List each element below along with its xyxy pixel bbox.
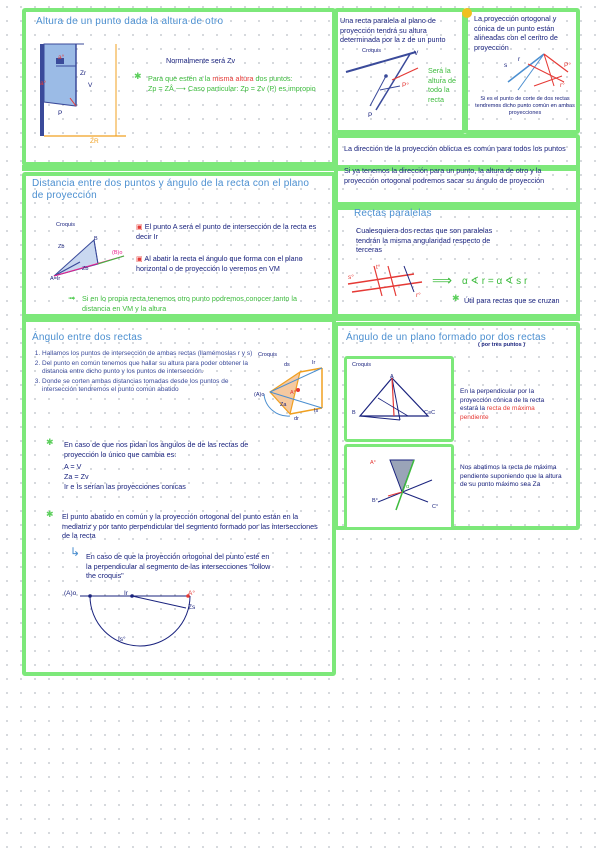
label-r: r — [518, 56, 521, 63]
label-z-bottom: Z̄R — [90, 138, 99, 145]
label-zr: Zr — [80, 70, 87, 77]
section-subtitle: ( por tres puntos ) — [478, 342, 526, 348]
label-is: Is — [314, 408, 319, 414]
recta-paralela-diagram — [340, 50, 430, 126]
star-icon: ✱ — [452, 293, 460, 303]
mediatriz-para: El punto abatido en común y la proyección ortogonal del punto están en la mediatriz y por tanto perpendicular del segmento formado por las intersecciones de la recta — [62, 512, 318, 540]
label-dr: dr — [294, 416, 299, 422]
label-b-conic: B° — [372, 498, 378, 504]
label-b: B — [94, 236, 98, 242]
section-title: Ángulo de un plano formado por dos rectas — [346, 332, 546, 343]
label-ao: (A)o — [64, 590, 77, 597]
label-v: V — [414, 50, 419, 57]
label-za: Za — [280, 402, 287, 408]
altura-formula: Zp = ZÂ ⟶ Caso particular: Zp = Zv (P) es impropio — [148, 84, 316, 93]
maxima-pendiente-text: En la perpendicular por la proyección cónica de la recta estará la recta de máxima pendiente — [460, 388, 545, 421]
rectas-proyeccion-para: En caso de que nos pidan los ángulos de de las rectas de proyección lo único que cambia es: — [64, 440, 249, 459]
step-item: 3. Donde se corten ambas distancias tomadas desde los puntos de intersección tendremos el punto común abatido — [42, 378, 258, 395]
label-v: V — [88, 82, 93, 89]
label-c-conic: C° — [432, 504, 439, 510]
label-t-conic: t° — [376, 264, 381, 271]
label-a-conic: A° — [188, 590, 195, 597]
cruzan-note: Útil para rectas que se cruzan — [464, 296, 560, 305]
arrow-icon: ➟ — [68, 293, 76, 303]
label-alpha: α — [406, 484, 410, 490]
label-bo: (B)o — [112, 250, 123, 256]
label-zs: Zs — [188, 604, 196, 611]
distancia-note: Si en lo propia recta tenemos otro punto podremos conocer tanto la distancia en VM y la altura — [82, 294, 297, 313]
checkbox-icon: ▣ — [136, 254, 143, 263]
label-zb: Zb — [82, 266, 89, 272]
label-p: P — [368, 112, 373, 119]
altura-diagram — [36, 36, 136, 146]
equation-a-v: A = V — [64, 462, 82, 471]
abatimiento-text: Nos abatimos la recta de máxima pendiente suponiendo que la altura de su punto máximo sea Za — [460, 464, 562, 488]
section-title: Altura de un punto dada la altura de otro — [36, 16, 224, 27]
label-s: s — [504, 62, 508, 69]
label-a-left: a° — [40, 80, 47, 87]
croquis-label: Croquis — [258, 352, 277, 358]
label-ds: ds — [284, 362, 290, 368]
label-p: P — [58, 110, 63, 117]
label-a-ir: A=Ir — [50, 276, 61, 282]
label-a: a° — [58, 54, 65, 61]
section-title: Una recta paralela al plano de proyección tendrá su altura determinada por la z de un punto — [340, 16, 446, 44]
checkbox-icon: ▣ — [136, 222, 143, 231]
label-r-conic: r° — [416, 292, 421, 299]
section-title: Rectas paralelas — [354, 208, 432, 219]
equation-ir-is: Ir e Is serían las proyecciones conicas — [64, 482, 186, 491]
altura-bullet: Para que estén a la misma altura dos puntos: — [148, 74, 293, 83]
rectas-paralelas-text: Cualesquiera dos rectas que son paralelas tendrán la misma angularidad respecto de terceras — [356, 226, 493, 254]
label-p-conic: P° — [564, 62, 571, 69]
label-zb-top: Zb — [58, 244, 65, 250]
label-p-conic: P° — [402, 82, 409, 89]
label-s-conic: s° — [348, 274, 354, 281]
perpendicular-para: En caso de que la proyección ortogonal del punto esté en la perpendicular al segmento de las intersecciones "follow the croquis" — [86, 552, 271, 580]
star-icon: ✱ — [46, 437, 54, 447]
arrow-icon: ⟹ — [432, 272, 453, 288]
semicircle-diagram — [76, 590, 208, 664]
section-title: Ángulo entre dos rectas — [32, 332, 143, 343]
label-a: A — [390, 374, 394, 380]
croquis-label: Croquis — [56, 222, 75, 228]
step-item: 1. Hallamos los puntos de intersección de ambas rectas (llamémoslas r y s) — [42, 350, 258, 359]
divider-bar — [22, 315, 580, 321]
section-title: Distancia entre dos puntos y ángulo de la recta con el plano de proyección — [32, 178, 310, 201]
note-zv: Normalmente será Zv — [166, 56, 236, 65]
punto-a-item: ▣ El punto A será el punto de intersección de la recta es decir Ir — [136, 222, 317, 241]
section-title: La proyección ortogonal y cónica de un punto están alineadas con el centro de proyección — [474, 14, 558, 52]
angularidad-formula: α ∢ r = α ∢ s r — [462, 276, 528, 287]
label-a-conic: A° — [370, 460, 376, 466]
croquis-label: Croquis — [352, 362, 371, 368]
label-c: C≡C — [424, 410, 436, 416]
label-b: B — [352, 410, 356, 416]
label-ao: (A)o — [254, 392, 265, 398]
label-ir: Ir — [312, 360, 316, 366]
step-item: 2. Del punto en común tenemos que hallar su altura para poder obtener la distancia entre dicho punto y los puntos de intersección. — [42, 360, 258, 377]
punto-corte-note: Si es el punto de corte de dos rectas tendremos dicho punto común en ambas proyecciones — [475, 96, 575, 116]
altura-side-note: Será la altura de todo la recta — [428, 66, 456, 104]
steps-list — [28, 350, 258, 396]
abatir-item: ▣ Al abatir la recta el ángulo que forma con el plano horizontal o de proyección lo veremos en VM — [136, 254, 303, 273]
label-r-conic: r° — [560, 82, 565, 89]
label-a-conic: A° — [290, 390, 296, 396]
plano-abatido-diagram — [348, 450, 444, 520]
label-is-conic: Is° — [118, 636, 126, 643]
angulo-proyeccion-text: Si ya tenemos la dirección para un punto, la altura de otro y la proyección ortogonal podremos sacar su ángulo de proyección — [344, 166, 545, 185]
croquis-label: Croquis — [362, 48, 381, 54]
star-icon: ✱ — [134, 71, 142, 81]
direccion-oblicua-text: La dirección de la proyección oblicua es común para todos los puntos — [344, 144, 566, 153]
equation-za-zv: Za = Zv — [64, 472, 89, 481]
star-icon: ✱ — [46, 509, 54, 519]
plano-croquis-diagram — [348, 370, 444, 432]
corner-arrow-icon: ↳ — [70, 545, 81, 559]
label-ir: Ir — [124, 590, 128, 597]
info-circle-icon — [462, 8, 472, 18]
